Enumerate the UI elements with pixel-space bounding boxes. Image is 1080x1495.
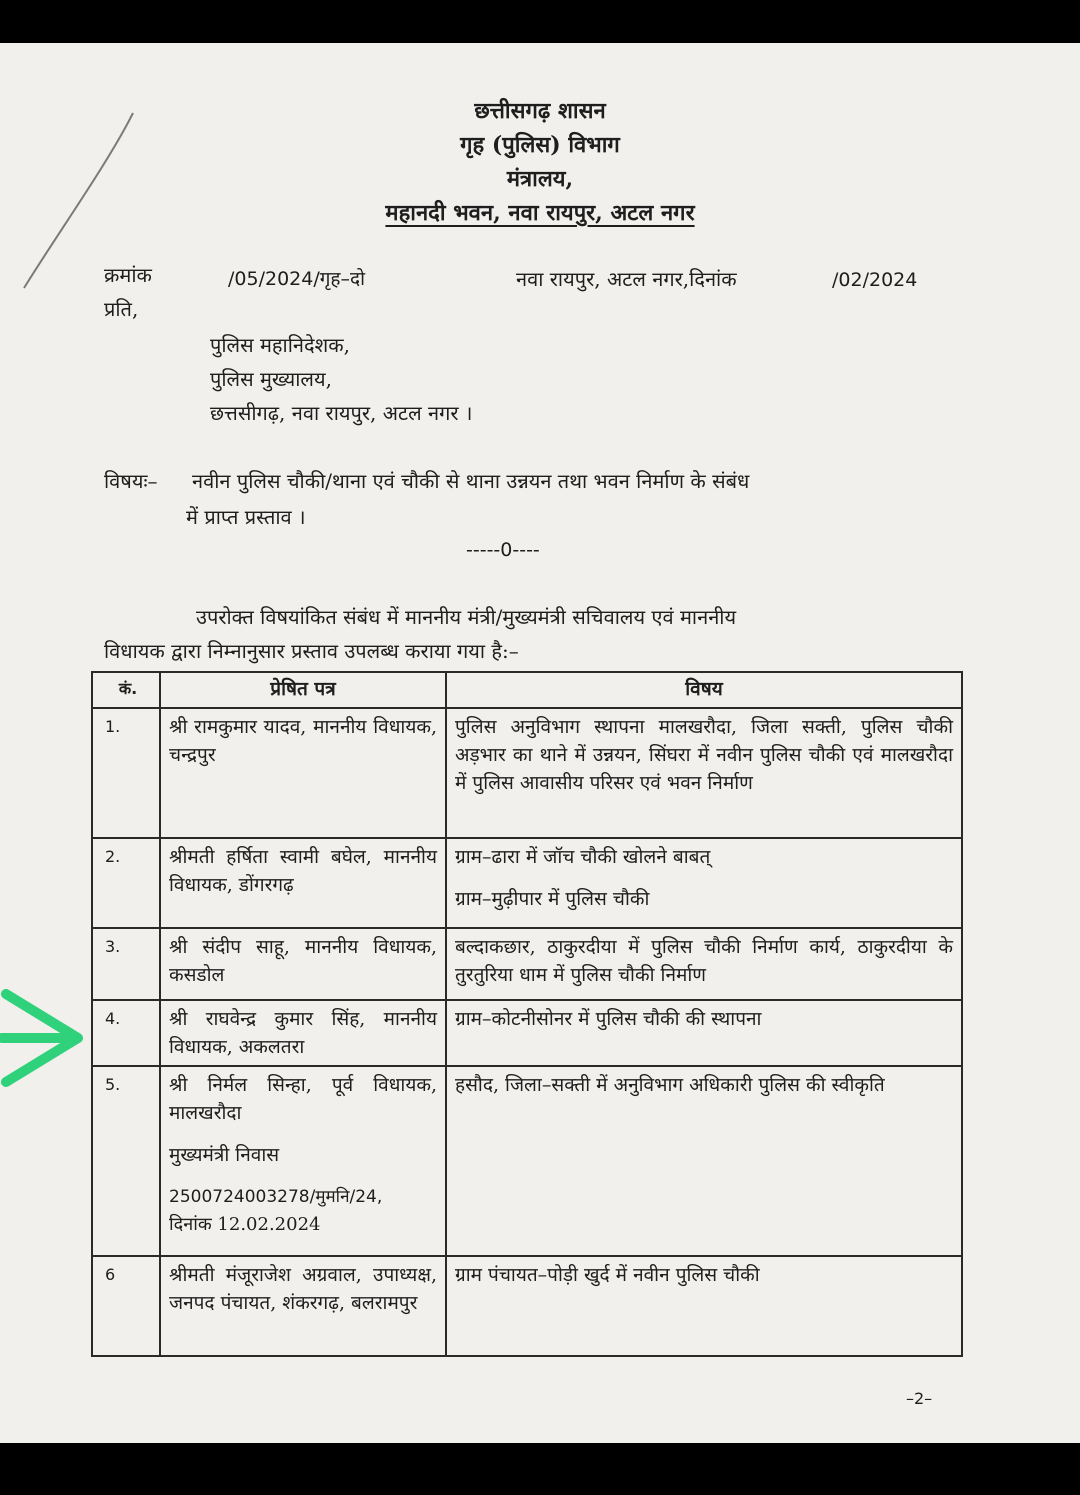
date-value: /02/2024 xyxy=(832,269,918,291)
row-serial: 6 xyxy=(92,1256,160,1356)
row-sender-cell xyxy=(160,1066,446,1256)
row-sender: श्रीमती हर्षिता स्वामी बघेल, माननीय विधायक, डोंगरगढ़ xyxy=(160,838,446,928)
separator: -----0---- xyxy=(466,539,540,561)
row-subject-secondary: ग्राम–मुढ़ीपार में पुलिस चौकी xyxy=(455,888,650,910)
intro-line-2: विधायक द्वारा निम्नानुसार प्रस्ताव उपलब्ध कराया गया है:– xyxy=(104,639,519,663)
intro-line-1: उपरोक्त विषयांकित संबंध में माननीय मंत्री/मुख्यमंत्री सचिवालय एवं माननीय xyxy=(196,605,737,629)
row-sender: श्रीमती मंजूराजेश अग्रवाल, उपाध्यक्ष, जनपद पंचायत, शंकरगढ़, बलरामपुर xyxy=(160,1256,446,1356)
subject-line-1: नवीन पुलिस चौकी/थाना एवं चौकी से थाना उन्नयन तथा भवन निर्माण के संबंध xyxy=(192,469,750,493)
document-page xyxy=(0,43,1080,1443)
header-government: छत्तीसगढ़ शासन xyxy=(474,98,606,124)
header-department: गृह (पुलिस) विभाग xyxy=(460,132,620,158)
table-row xyxy=(92,1066,962,1256)
row-subject: ग्राम–कोटनीसोनर में पुलिस चौकी की स्थापना xyxy=(446,1000,962,1066)
row-sender: श्री निर्मल सिन्हा, पूर्व विधायक, मालखरौदा xyxy=(169,1074,437,1124)
header-address: महानदी भवन, नवा रायपुर, अटल नगर xyxy=(385,200,695,226)
header-ministry: मंत्रालय, xyxy=(506,166,574,192)
subject-line-2: में प्राप्त प्रस्ताव । xyxy=(186,505,306,529)
row-sender: श्री संदीप साहू, माननीय विधायक, कसडोल xyxy=(160,928,446,1000)
table-header-row xyxy=(92,672,962,708)
row-subject: हसौद, जिला–सक्ती में अनुविभाग अधिकारी पुलिस की स्वीकृति xyxy=(446,1066,962,1256)
kramank-value: /05/2024/गृह–दो xyxy=(228,268,366,290)
row-subject: ग्राम पंचायत–पोड़ी खुर्द में नवीन पुलिस चौकी xyxy=(446,1256,962,1356)
row-serial: 4. xyxy=(92,1000,160,1066)
row-serial: 3. xyxy=(92,928,160,1000)
row-subject: पुलिस अनुविभाग स्थापना मालखरौदा, जिला सक्ती, पुलिस चौकी अड़भार का थाने में उन्नयन, सिंघरा में नवीन पुलिस चौकी एवं मालखरौदा में पुलिस आवासीय परिसर एवं भवन निर्माण xyxy=(446,708,962,838)
header-sender: प्रेषित पत्र xyxy=(160,672,446,708)
right-arrow-icon xyxy=(0,988,100,1088)
row-serial: 1. xyxy=(92,708,160,838)
header-serial: कं. xyxy=(92,672,160,708)
row-subject: ग्राम–ढारा में जॉच चौकी खोलने बाबत् xyxy=(455,846,711,868)
table-row xyxy=(92,1000,962,1066)
subject-label: विषयः– xyxy=(104,469,158,493)
addressee-line-3: छत्तसीगढ़, नवा रायपुर, अटल नगर । xyxy=(210,401,473,425)
addressee-line-1: पुलिस महानिदेशक, xyxy=(210,333,350,357)
table-row xyxy=(92,838,962,928)
table-row xyxy=(92,708,962,838)
row-sender: श्री राघवेन्द्र कुमार सिंह, माननीय विधायक, अकलतरा xyxy=(160,1000,446,1066)
table-row xyxy=(92,1256,962,1356)
row-serial: 5. xyxy=(92,1066,160,1256)
kramank-label: क्रमांक xyxy=(104,263,152,287)
proposal-table xyxy=(91,671,963,1357)
row-serial: 2. xyxy=(92,838,160,928)
row-sender-date: दिनांक 12.02.2024 xyxy=(169,1214,321,1235)
header-subject: विषय xyxy=(446,672,962,708)
prati-label: प्रति, xyxy=(104,297,139,321)
table-row xyxy=(92,928,962,1000)
row-subject: बल्दाकछार, ठाकुरदीया में पुलिस चौकी निर्माण कार्य, ठाकुरदीया के तुरतुरिया धाम में पुलिस चौकी निर्माण xyxy=(446,928,962,1000)
page-number: –2– xyxy=(906,1389,933,1408)
row-subject-cell xyxy=(446,838,962,928)
row-sender-office: मुख्यमंत्री निवास xyxy=(169,1144,280,1166)
place-date-label: नवा रायपुर, अटल नगर,दिनांक xyxy=(516,267,737,291)
row-sender-ref: 2500724003278/मुमनि/24, xyxy=(169,1187,383,1207)
addressee-line-2: पुलिस मुख्यालय, xyxy=(210,367,332,391)
row-sender: श्री रामकुमार यादव, माननीय विधायक, चन्द्रपुर xyxy=(160,708,446,838)
